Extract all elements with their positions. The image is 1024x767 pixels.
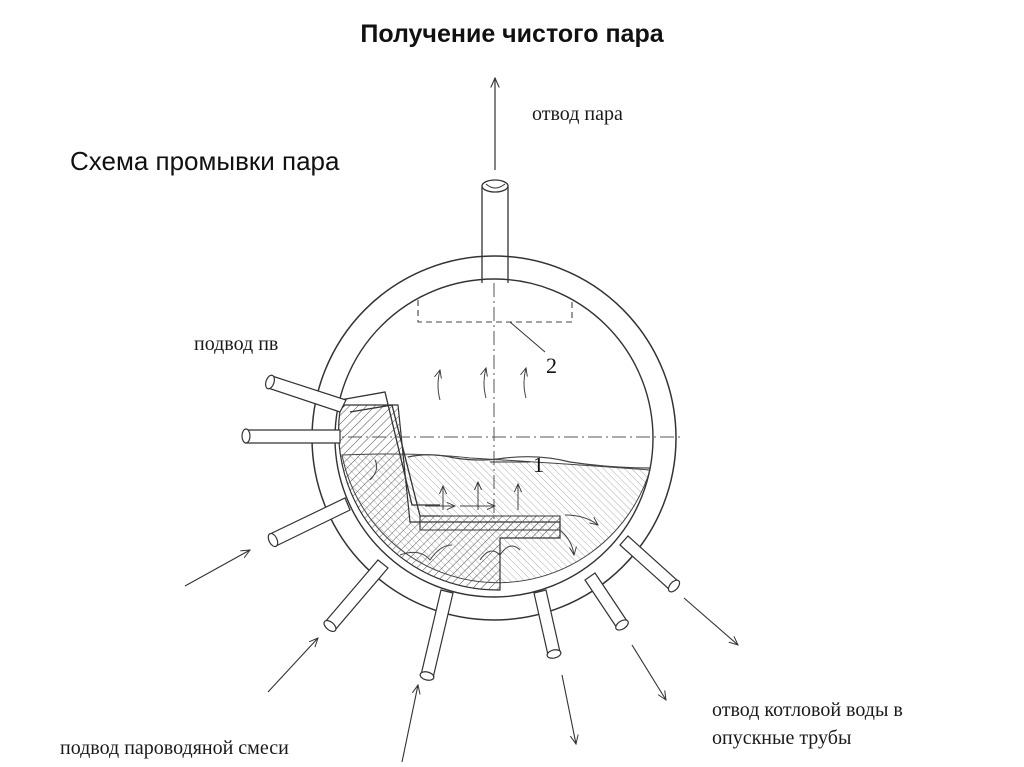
callout-2-text: 2 bbox=[546, 353, 557, 378]
riser-pipe bbox=[270, 498, 350, 546]
perforated-sheet bbox=[420, 516, 560, 530]
riser-pipe bbox=[421, 590, 453, 678]
steam-outlet-label: отвод пара bbox=[532, 103, 623, 125]
riser-pipe bbox=[325, 560, 388, 630]
boiler-water-outflow-arrow bbox=[562, 675, 576, 744]
steam-outlet-pipe-end bbox=[482, 180, 508, 192]
boiler-water-outlet-label-line1: отвод котловой воды в bbox=[712, 699, 903, 721]
boiler-water-outflow-arrow bbox=[632, 645, 666, 700]
mixture-inlet-label: подвод пароводяной смеси bbox=[60, 737, 289, 759]
steam-separator-plate bbox=[418, 300, 572, 322]
callout-2-leader bbox=[510, 322, 545, 352]
mixture-inflow-arrow bbox=[402, 685, 418, 762]
page-title: Получение чистого пара bbox=[360, 20, 664, 48]
steam-rising-arrow bbox=[484, 368, 486, 398]
mixture-inflow-arrow bbox=[185, 550, 250, 586]
diagram-subtitle: Схема промывки пара bbox=[70, 146, 340, 176]
downcomer-pipe bbox=[534, 590, 560, 655]
boiler-water-outlet-label-line2: опускные трубы bbox=[712, 727, 852, 749]
downcomer-pipe bbox=[620, 536, 678, 590]
mixture-inflow-arrow bbox=[268, 638, 318, 692]
feedwater-inlet-pipe-lower bbox=[246, 430, 340, 443]
steam-rising-arrow bbox=[524, 368, 526, 398]
steam-rising-arrow bbox=[438, 370, 440, 400]
feedwater-inlet-pipe-upper bbox=[268, 376, 346, 412]
boiler-water-outflow-arrow bbox=[684, 598, 738, 645]
feedwater-inlet-pipe-lower-end bbox=[242, 429, 250, 443]
feedwater-inlet-label: подвод пв bbox=[194, 333, 279, 355]
callout-1-text: 1 bbox=[533, 452, 544, 477]
